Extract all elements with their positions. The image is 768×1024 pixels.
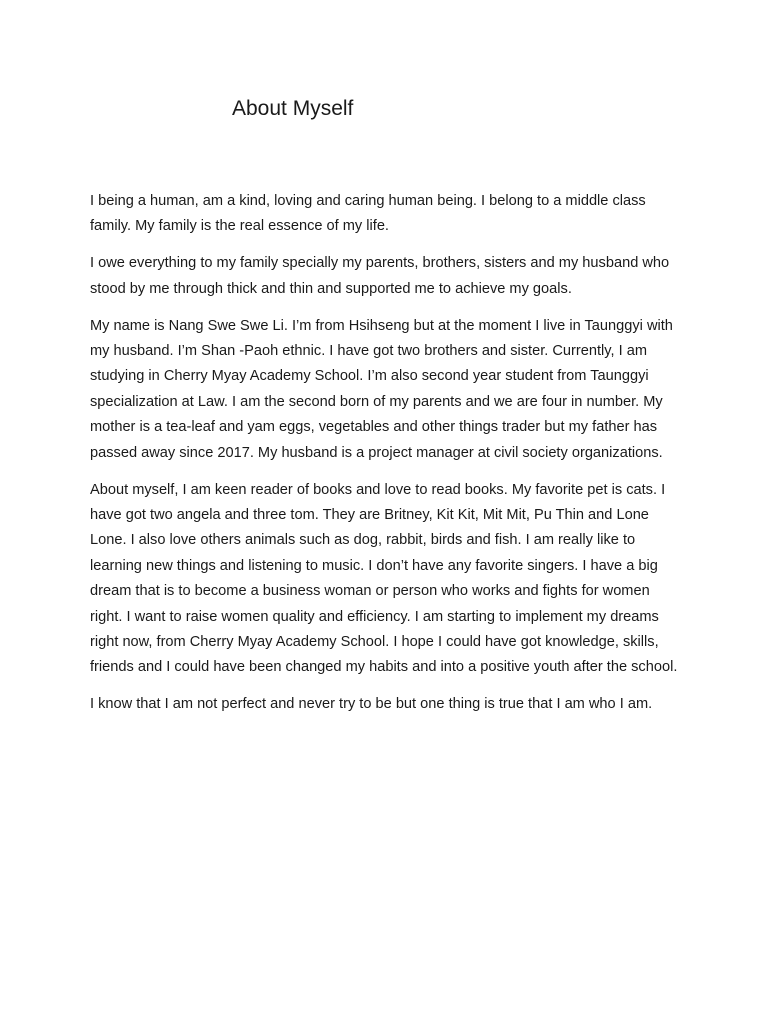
paragraph-interests-dreams: About myself, I am keen reader of books and love to read books. My favorite pet is cats. I have got two angela and three tom. They are Britney, Kit Kit, Mit Mit, Pu Thin and Lone Lone. I also love others animals such as dog, rabbit, birds and fish. I am really like to learning new things and listening to music. I don’t have any favorite singers. I have a big dream that is to become a business woman or person who works and fights for women right. I want to raise women quality and efficiency. I am starting to implement my dreams right now, from Cherry Myay Academy School. I hope I could have got knowledge, skills, friends and I could have been changed my habits and into a positive youth after the school. xyxy=(90,481,678,676)
document-body xyxy=(90,189,682,718)
paragraph-closing: I know that I am not perfect and never try to be but one thing is true that I am who I am. xyxy=(90,696,653,713)
paragraph-intro: I being a human, am a kind, loving and caring human being. I belong to a middle class family. My family is the real essence of my life. xyxy=(90,193,646,235)
document-title: About Myself xyxy=(232,97,354,120)
paragraph-personal-details: My name is Nang Swe Swe Li. I’m from Hsihseng but at the moment I live in Taunggyi with my husband. I’m Shan -Paoh ethnic. I have got two brothers and sister. Currently, I am studying in Cherry Myay Academy School. I’m also second year student from Taunggyi specialization at Law. I am the second born of my parents and we are four in number. My mother is a tea-leaf and yam eggs, vegetables and other things trader but my father has passed away since 2017. My husband is a project manager at civil society organizations. xyxy=(90,317,673,461)
paragraph-family: I owe everything to my family specially my parents, brothers, sisters and my husband who stood by me through thick and thin and supported me to achieve my goals. xyxy=(90,255,670,297)
